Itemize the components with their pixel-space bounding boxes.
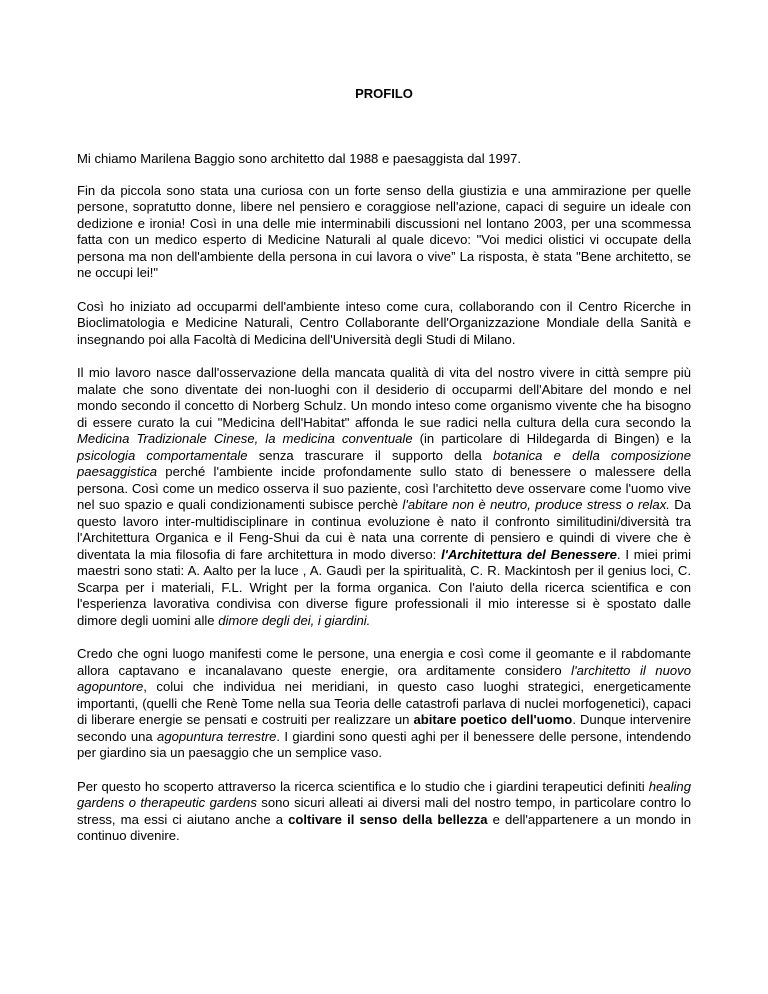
paragraph-1 <box>77 151 691 168</box>
text-run: (in particolare di Hildegarda di Bingen) e la <box>412 431 691 446</box>
italic-text-run: l'abitare non è neutro, produce stress o relax. <box>402 497 670 512</box>
document-page <box>77 86 691 862</box>
page-title: PROFILO <box>355 86 413 101</box>
text-run: Credo che ogni luogo manifesti come le persone, una energia e così come il geomante e il rabdomante allora captavano e incanalavano queste energie, ora arditamente considero <box>77 646 691 678</box>
paragraph-5 <box>77 646 691 762</box>
text-run: Così ho iniziato ad occuparmi dell'ambiente inteso come cura, collaborando con il Centro Ricerche in Bioclimatologia e Medicine Naturali, Centro Collaborante dell'Organizzazione Mondiale della Sanità e insegnando poi alla Facoltà di Medicina dell'Università degli Studi di Milano. <box>77 298 691 347</box>
bold-italic-text-run: l'Architettura del Benessere <box>441 546 617 562</box>
text-run: Da questo lavoro inter-multidisciplinare in continua evoluzione è nato il confronto similitudini/diversità tra l'Architettura Organica e il Feng-Shui da cui è nata una corrente di pensiero e quindi di vivere che è diventata la mia filosofia di fare architettura in modo diverso: <box>77 497 691 562</box>
paragraph-3 <box>77 299 691 349</box>
text-run: . Dunque intervenire secondo una <box>77 712 691 744</box>
text-run: , colui che individua nei meridiani, in questo caso luoghi strategici, energeticamente importanti, (quelli che Renè Tome nella sua Teoria delle catastrofi parlava di nuclei morfogenetici), capaci di liberare energie se pensati e costruiti per realizzare un <box>77 679 691 727</box>
text-run: sono sicuri alleati ai diversi mali del nostro tempo, in particolare contro lo stress, ma essi ci aiutano anche a <box>77 795 691 827</box>
text-run: senza trascurare il supporto della <box>247 447 493 463</box>
italic-text-run: Medicina Tradizionale Cinese, la medicina conventuale <box>77 431 413 446</box>
italic-text-run: l'architetto il nuovo agopuntore <box>77 662 691 694</box>
paragraph-2 <box>77 183 691 282</box>
text-run: Il mio lavoro nasce dall'osservazione della mancata qualità di vita del nostro vivere in città sempre più malate che sono diventate dei non-luoghi con il desiderio di occuparmi dell'Abitare del mondo e nel mondo secondo il concetto di Norberg Schulz. Un mondo inteso come organismo vivente che ha bisogno di essere curato la cui "Medicina dell'Habitat" affonda le sue radici nella cultura della cura secondo la <box>77 365 691 430</box>
text-run: e dell'appartenere a un mondo in continuo divenire. <box>77 811 691 843</box>
bold-text-run: abitare poetico dell'uomo <box>413 712 573 727</box>
italic-text-run: dimore degli dei, i giardini. <box>218 612 371 628</box>
italic-text-run: psicologia comportamentale <box>77 447 248 463</box>
paragraph-4 <box>77 365 691 629</box>
document-body <box>77 151 691 845</box>
text-run: Fin da piccola sono stata una curiosa con un forte senso della giustizia e una ammirazione per quelle persone, sopratutto donne, libere nel pensiero e coraggiose nell'azione, capaci di seguire un ideale con dedizione e ironia! Così in una delle mie interminabili discussioni nel lontano 2003, per una scommessa fatta con un medico esperto di Medicine Naturali al quale dicevo: "Voi medici olistici vi occupate della persona ma non dell'ambiente della persona in cui lavora o vive” La risposta, è stata "Bene architetto, se ne occupi lei!" <box>77 182 691 280</box>
italic-text-run: healing gardens o therapeutic gardens <box>77 778 691 810</box>
paragraph-6 <box>77 779 691 845</box>
text-run: . I giardini sono questi aghi per il benessere delle persone, intendendo per giardino sia un paesaggio che un semplice vaso. <box>77 728 691 760</box>
text-run: . I miei primi maestri sono stati: A. Aalto per la luce , A. Gaudì per la spiritualità, C. R. Mackintosh per il genius loci, C. Scarpa per i materiali, F.L. Wright per la forma organica. Con l'aiuto della ricerca scientifica e con l'esperienza lavorativa condivisa con diverse figure professionali il mio interesse si è spostato dalle dimore degli uomini alle <box>77 546 691 628</box>
text-run: Mi chiamo Marilena Baggio sono architetto dal 1988 e paesaggista dal 1997. <box>77 151 522 166</box>
bold-text-run: coltivare il senso della bellezza <box>288 811 488 827</box>
italic-text-run: agopuntura terrestre <box>157 728 277 744</box>
text-run: perché l'ambiente incide profondamente sullo stato di benessere o malessere della persona. Così come un medico osserva il suo paziente, così l'architetto deve osservare come l'uomo vive nel suo spazio e quali condizionamenti subisce perchè <box>77 464 691 512</box>
italic-text-run: botanica e della composizione paesaggistica <box>77 447 691 479</box>
text-run: Per questo ho scoperto attraverso la ricerca scientifica e lo studio che i giardini terapeutici definiti <box>77 778 649 794</box>
